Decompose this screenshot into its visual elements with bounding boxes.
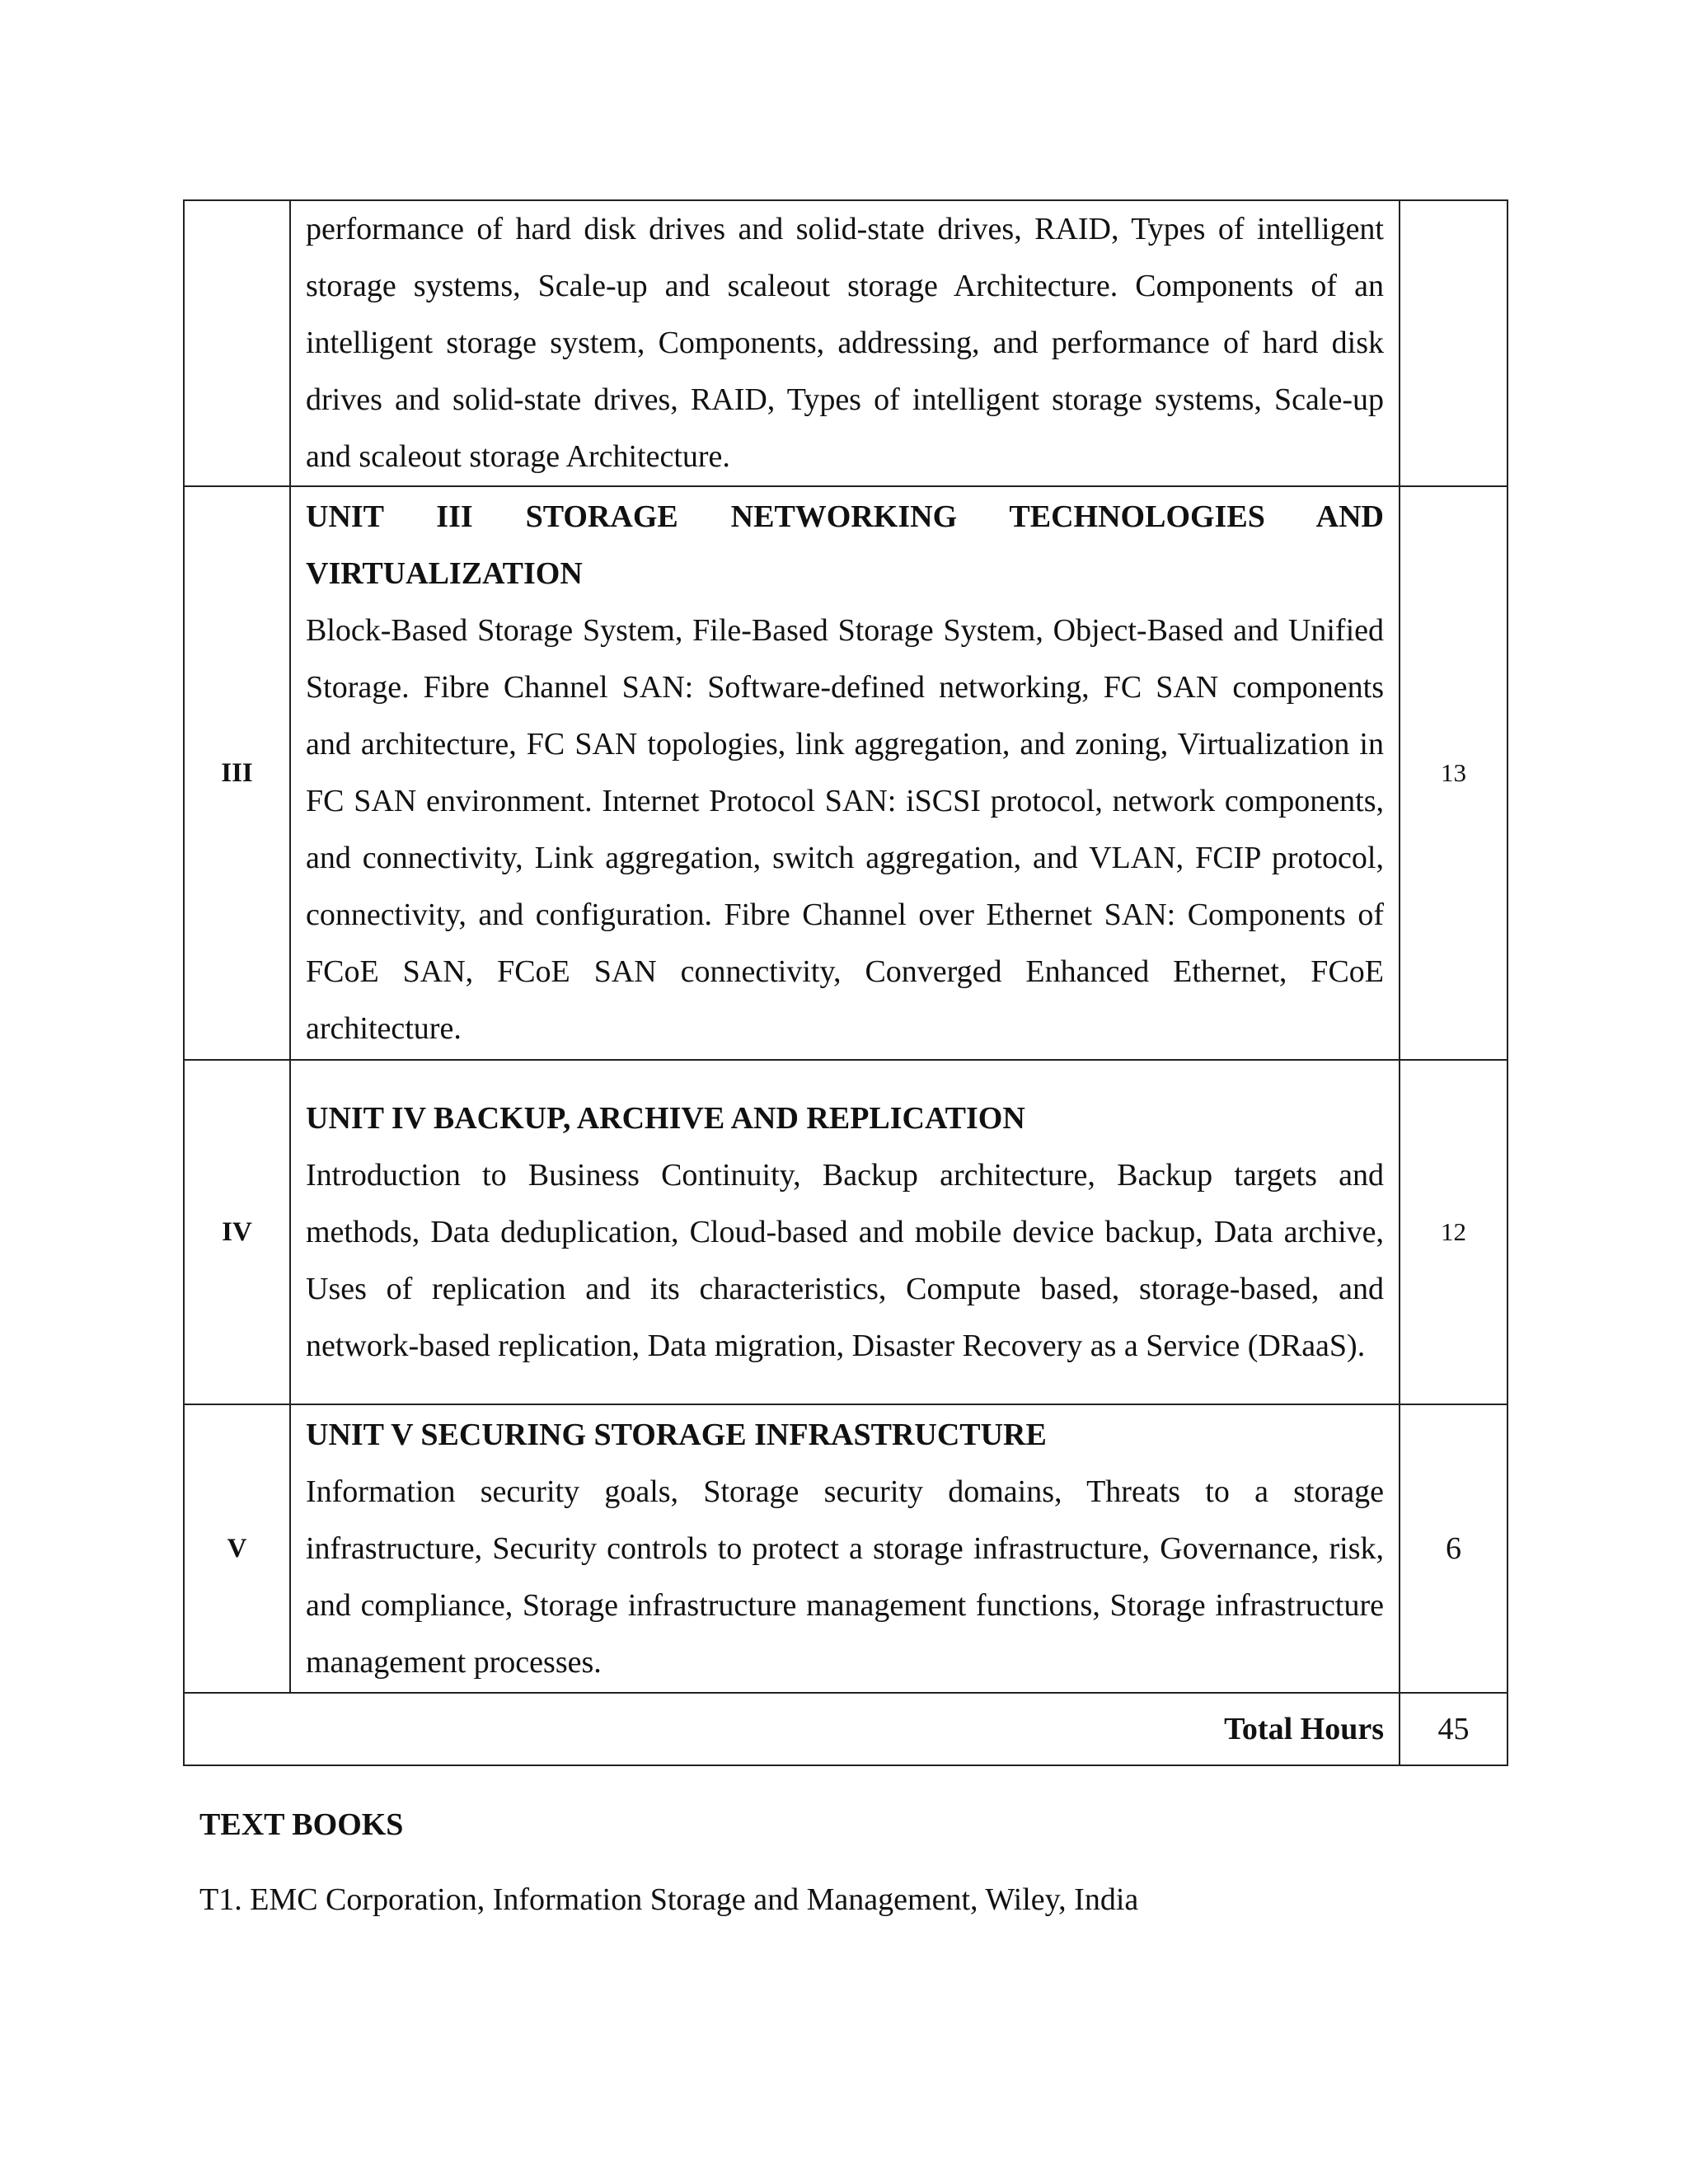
unit-hours-cell: 13	[1400, 486, 1507, 1060]
unit-description: performance of hard disk drives and solid-state drives, RAID, Types of intelligent storage systems, Scale-up and scaleout storage Architecture. Components of an intelligent storage system, Components, addressing, and performance of hard disk drives and solid-state drives, RAID, Types of intelligent storage systems, Scale-up and scaleout storage Architecture.	[306, 212, 1384, 474]
table-row	[184, 1060, 1507, 1404]
unit-content-cell	[290, 1404, 1400, 1693]
total-hours-value: 45	[1400, 1693, 1507, 1765]
syllabus-table	[183, 199, 1508, 1766]
unit-hours-cell: 12	[1400, 1060, 1507, 1404]
unit-content-cell	[290, 1060, 1400, 1404]
unit-number-cell: V	[184, 1404, 290, 1693]
table-row	[184, 200, 1507, 486]
text-books-heading: TEXT BOOKS	[199, 1807, 404, 1842]
unit-number-cell: IV	[184, 1060, 290, 1404]
unit-number-cell	[184, 200, 290, 486]
total-row	[184, 1693, 1507, 1765]
unit-title: UNIT V SECURING STORAGE INFRASTRUCTURE	[306, 1417, 1047, 1452]
unit-description: Block-Based Storage System, File-Based Storage System, Object-Based and Unified Storage. Fibre Channel SAN: Software-defined networking, FC SAN components and architecture, FC SAN topologies, link aggregation, and zoning, Virtualization in FC SAN environment. Internet Protocol SAN: iSCSI protocol, network components, and connectivity, Link aggregation, switch aggregation, and VLAN, FCIP protocol, connectivity, and configuration. Fibre Channel over Ethernet SAN: Components of FCoE SAN, FCoE SAN connectivity, Converged Enhanced Ethernet, FCoE architecture.	[306, 613, 1384, 1046]
table-row	[184, 486, 1507, 1060]
unit-hours-cell: 6	[1400, 1404, 1507, 1693]
unit-title: UNIT III STORAGE NETWORKING TECHNOLOGIES AND VIRTUALIZATION	[306, 499, 1384, 591]
unit-content-cell	[290, 486, 1400, 1060]
unit-description: Information security goals, Storage security domains, Threats to a storage infrastructure, Security controls to protect a storage infrastructure, Governance, risk, and compliance, Storage infrastructure management functions, Storage infrastructure management processes.	[306, 1474, 1384, 1680]
table-row	[184, 1404, 1507, 1693]
unit-description: Introduction to Business Continuity, Backup architecture, Backup targets and methods, Data deduplication, Cloud-based and mobile device backup, Data archive, Uses of replication and its characteristics, Compute based, storage-based, and network-based replication, Data migration, Disaster Recovery as a Service (DRaaS).	[306, 1157, 1384, 1363]
unit-hours-cell	[1400, 200, 1507, 486]
unit-title: UNIT IV BACKUP, ARCHIVE AND REPLICATION	[306, 1100, 1025, 1136]
unit-content-cell	[290, 200, 1400, 486]
text-book-item: T1. EMC Corporation, Information Storage and Management, Wiley, India	[199, 1882, 1139, 1917]
total-hours-label: Total Hours	[184, 1693, 1400, 1765]
unit-number-cell: III	[184, 486, 290, 1060]
